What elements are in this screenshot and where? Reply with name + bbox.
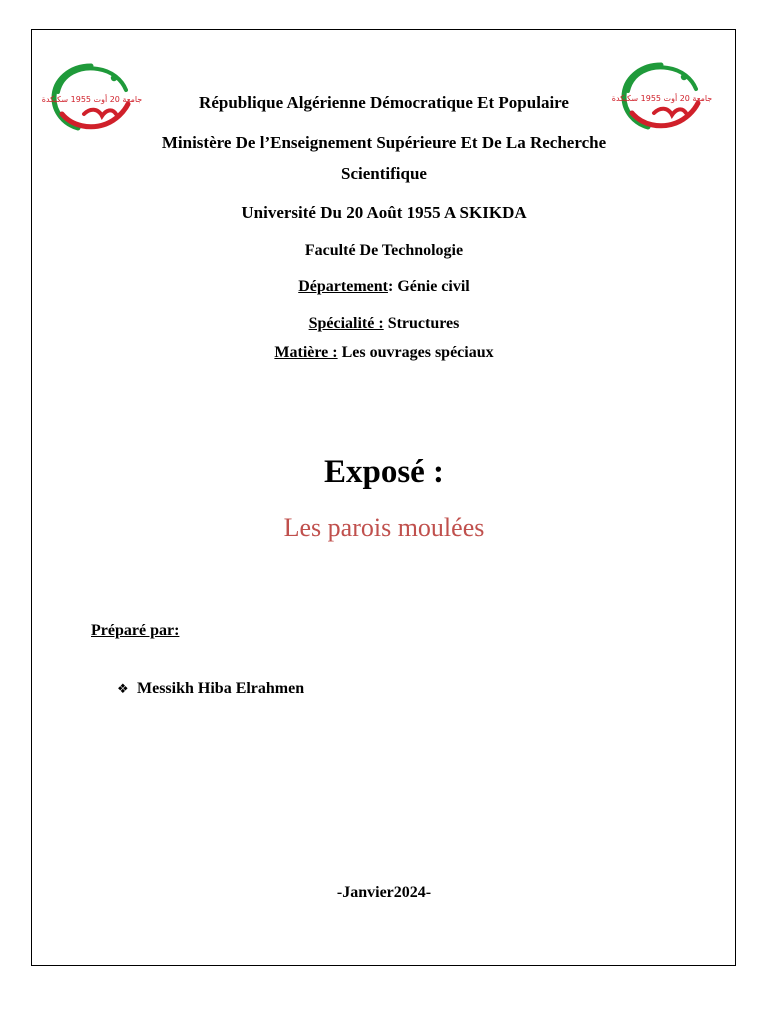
university-heading: Université Du 20 Août 1955 A SKIKDA — [241, 203, 527, 222]
speciality-label: Spécialité : — [308, 315, 384, 332]
ministry-heading-line1: Ministère De l’Enseignement Supérieure Et De La Recherche — [161, 133, 607, 152]
republic-heading: République Algérienne Démocratique Et Populaire — [199, 93, 569, 112]
matter-line — [0, 344, 768, 362]
ministry-heading-line2: Scientifique — [341, 164, 427, 183]
department-value: : Génie civil — [387, 278, 470, 295]
department-line — [0, 278, 768, 296]
author-name: Messikh Hiba Elrahmen — [137, 680, 305, 697]
faculty-heading: Faculté De Technologie — [304, 242, 464, 259]
matter-value: Les ouvrages spéciaux — [337, 344, 494, 361]
author-list-item — [117, 680, 304, 698]
matter-label: Matière : — [274, 344, 338, 361]
diamond-bullet-icon: ❖ — [117, 682, 129, 697]
department-label: Département — [298, 278, 388, 295]
document-title: Exposé : — [323, 454, 445, 490]
document-date: -Janvier2024- — [336, 884, 432, 901]
prepared-by-label: Préparé par: — [91, 622, 180, 639]
speciality-value: Structures — [383, 315, 460, 332]
speciality-line — [0, 315, 768, 333]
document-subject: Les parois moulées — [283, 513, 485, 542]
logo-text-left: جامعة 20 أوت 1955 سكيكدة — [41, 95, 143, 104]
logo-text-right: جامعة 20 أوت 1955 سكيكدة — [611, 94, 713, 103]
